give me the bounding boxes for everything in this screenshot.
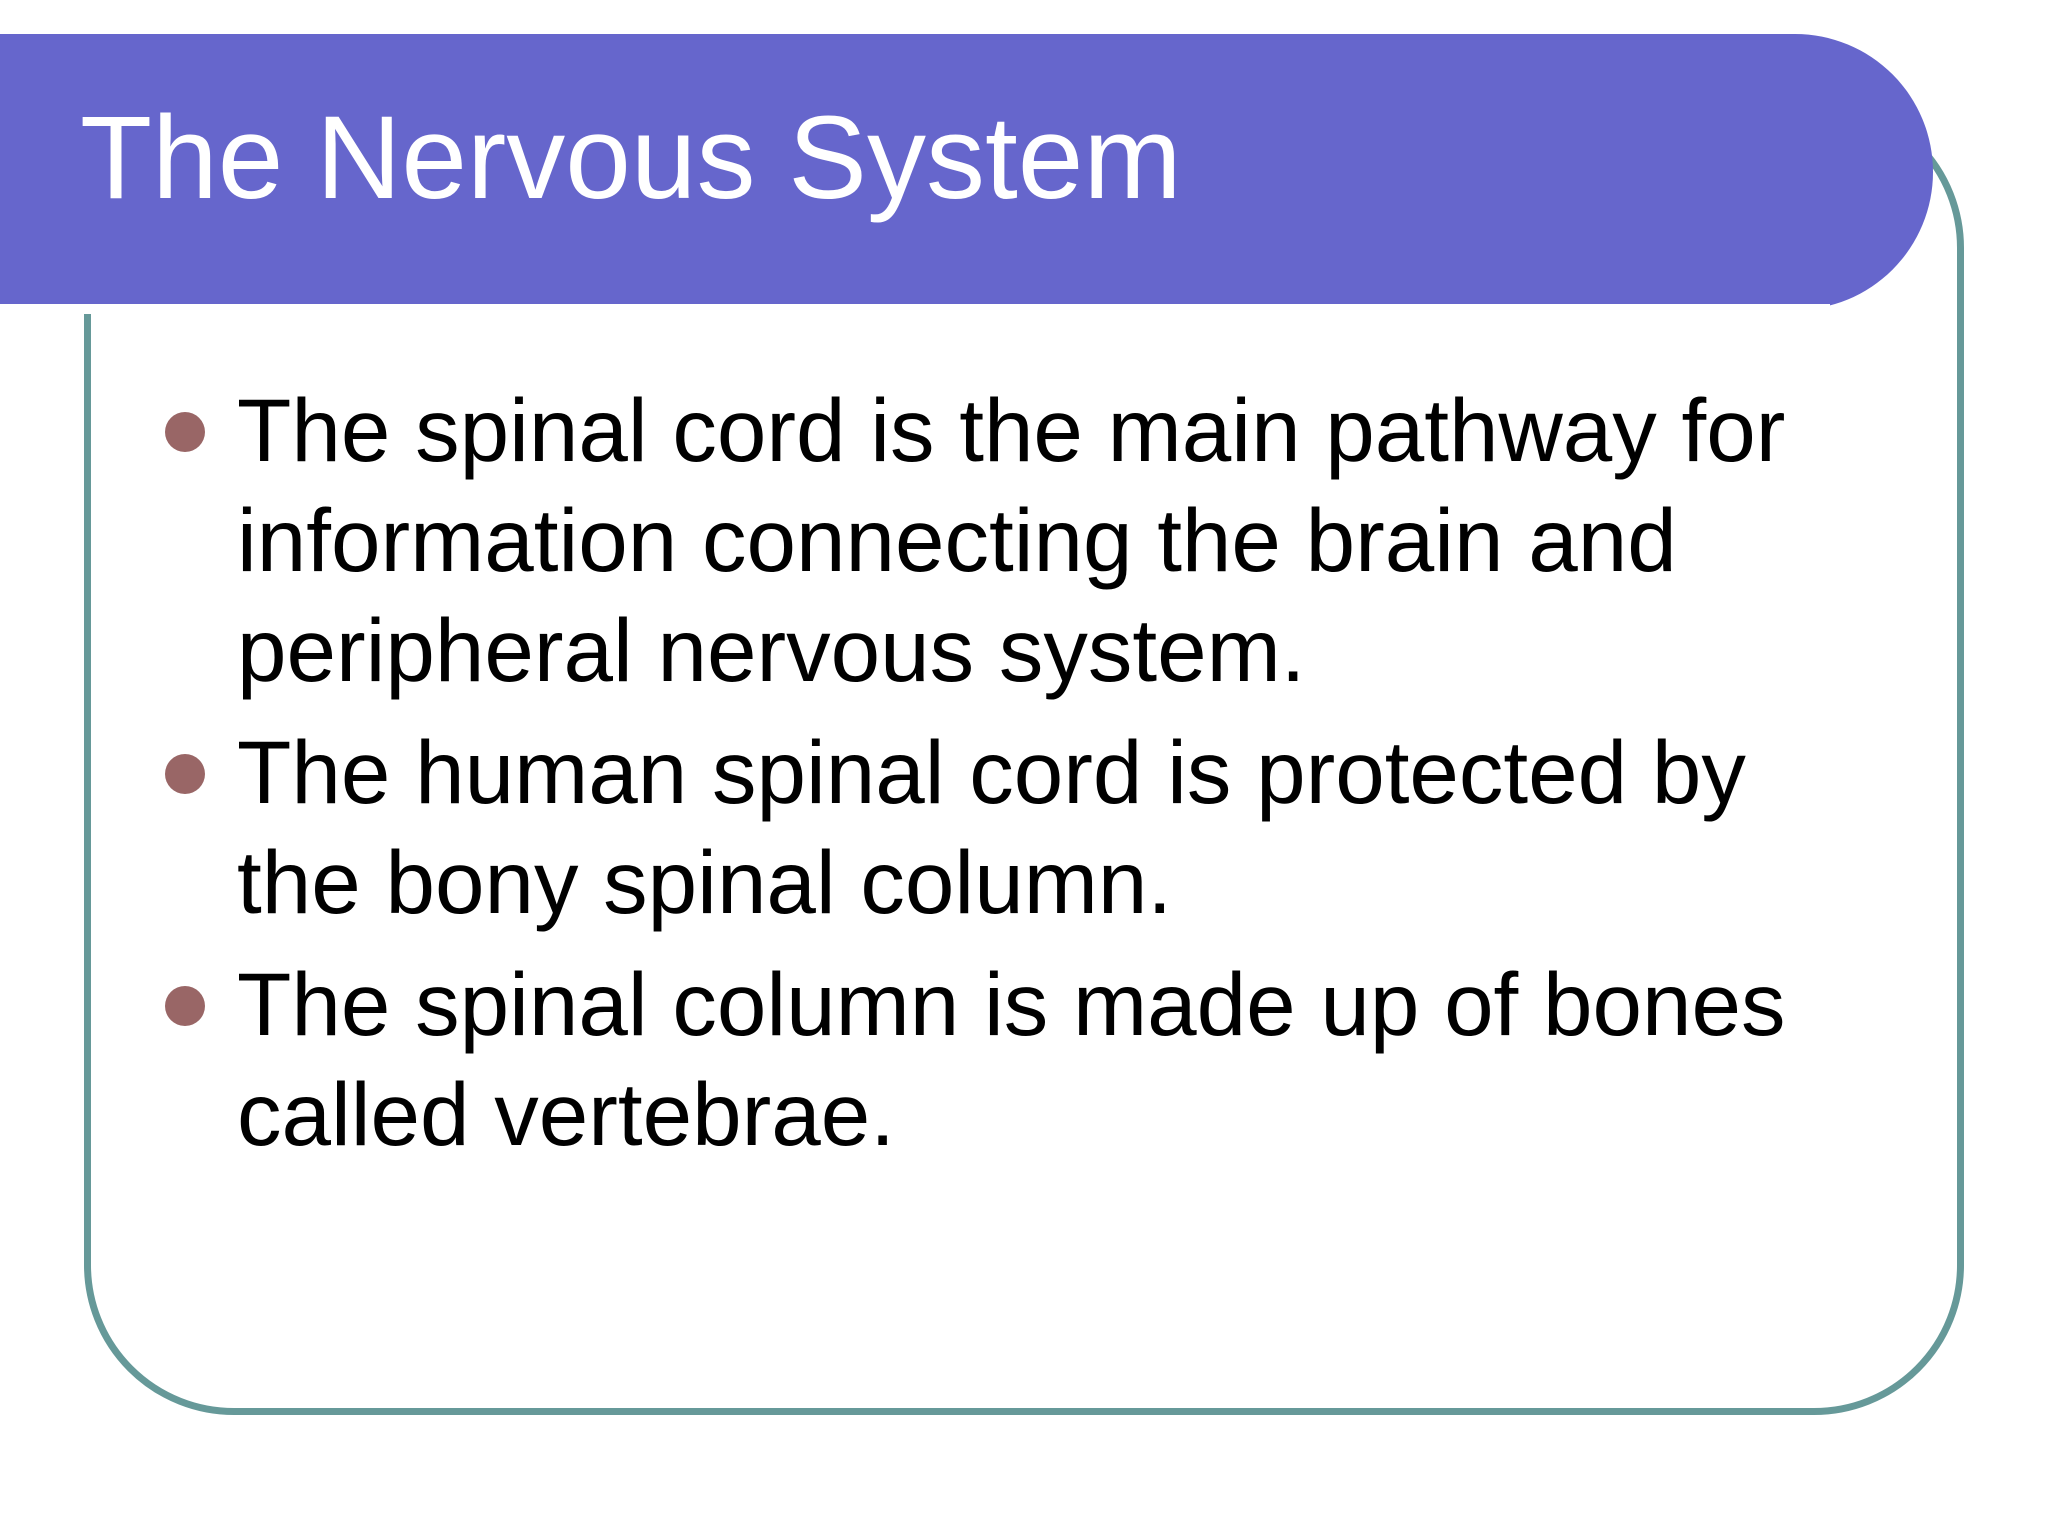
bullet-circle-icon <box>165 754 205 794</box>
slide-title: The Nervous System <box>80 92 1182 224</box>
bullet-circle-icon <box>165 412 205 452</box>
bullet-item-vertebrae <box>160 949 1880 1169</box>
title-divider <box>0 304 1830 314</box>
bullet-text: The spinal column is made up of bones called vertebrae. <box>237 954 1786 1164</box>
bullet-text: The human spinal cord is protected by the bony spinal column. <box>237 722 1746 932</box>
bullet-item-spinal-cord-pathway <box>160 375 1880 705</box>
bullet-list <box>160 375 1880 1181</box>
bullet-text: The spinal cord is the main pathway for information connecting the brain and peripheral nervous system. <box>237 380 1786 700</box>
bullet-item-spinal-cord-protection <box>160 717 1880 937</box>
bullet-circle-icon <box>165 986 205 1026</box>
